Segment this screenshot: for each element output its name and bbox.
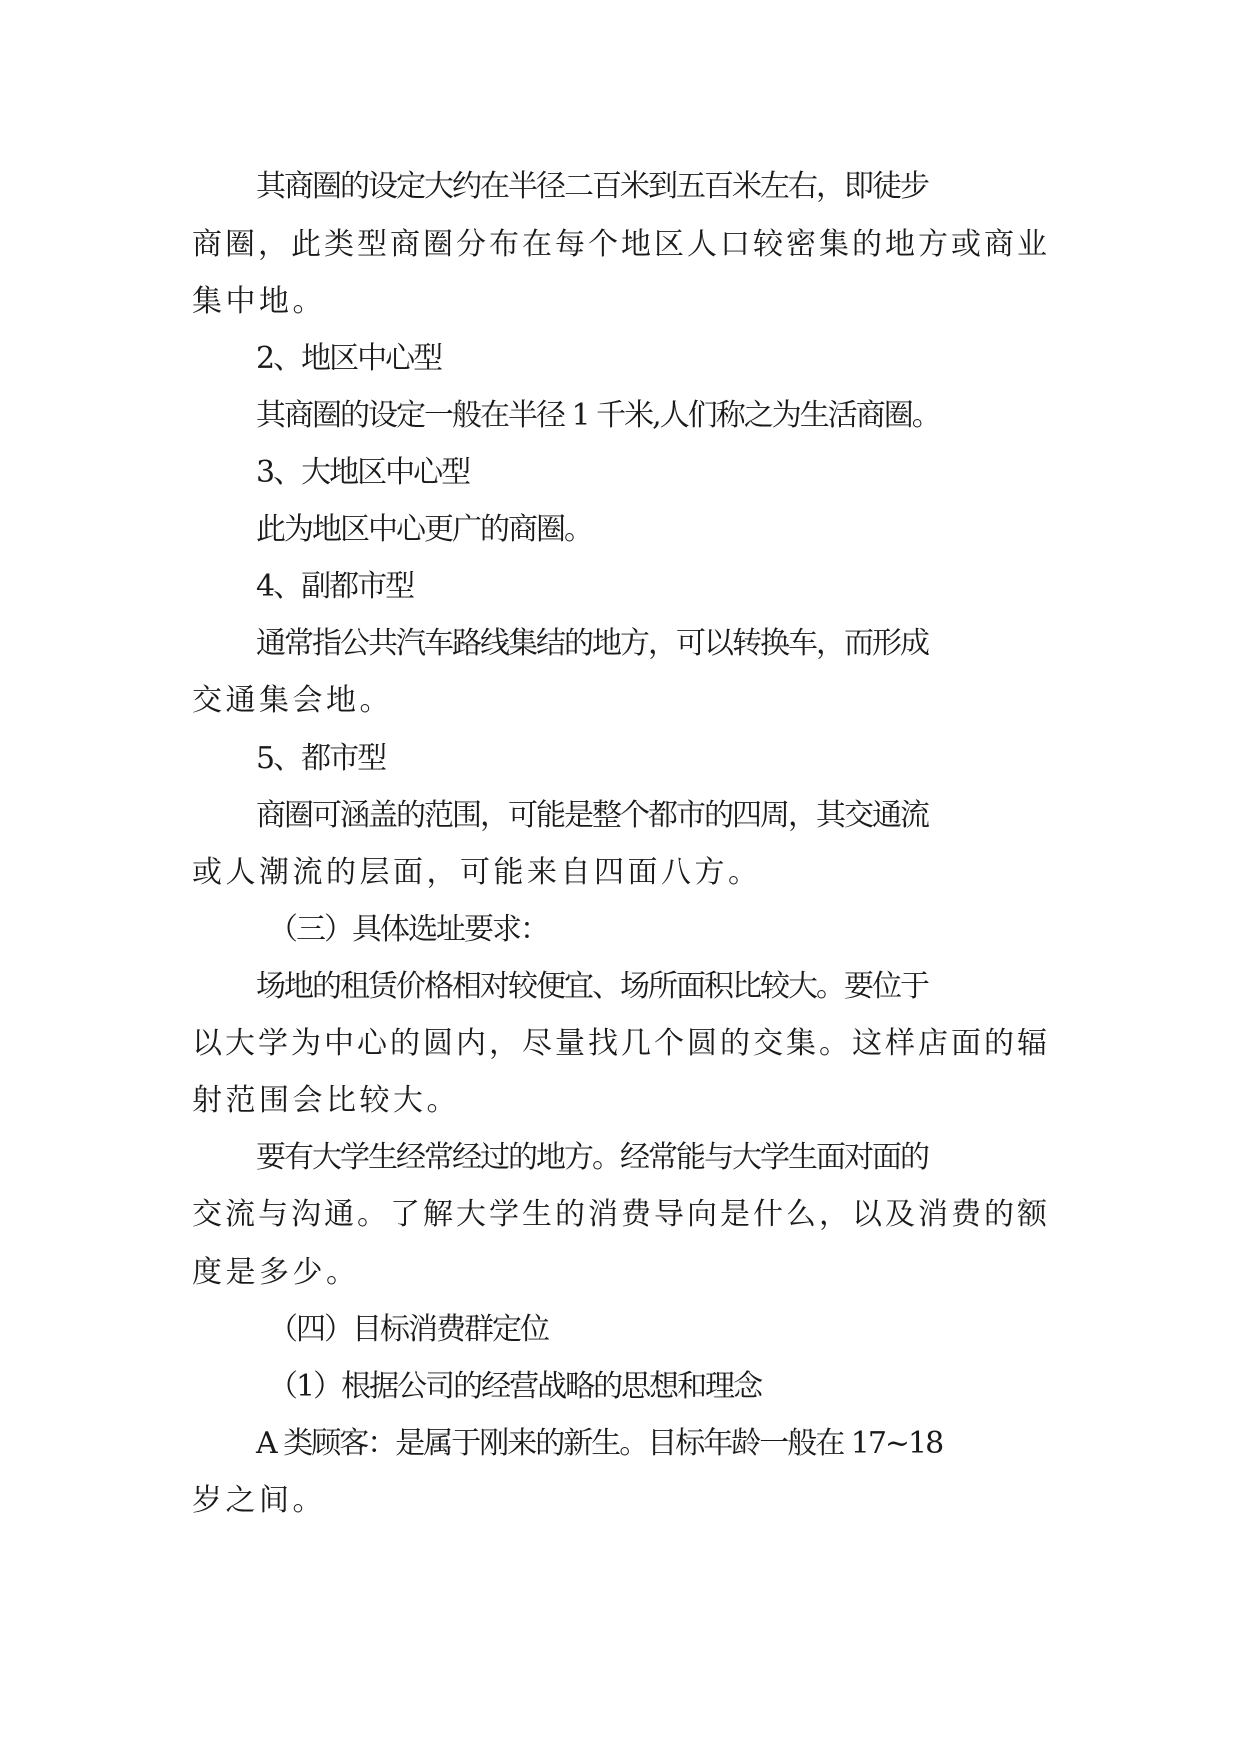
paragraph-line: 商圈可涵盖的范围，可能是整个都市的四周，其交通流 xyxy=(256,798,928,833)
paragraph-line: 交流与沟通。了解大学生的消费导向是什么，以及消费的额 xyxy=(192,1197,1050,1232)
paragraph-line: 通常指公共汽车路线集结的地方，可以转换车，而形成 xyxy=(256,626,928,661)
paragraph-line: 场地的租赁价格相对较便宜、场所面积比较大。要位于 xyxy=(256,969,928,1004)
paragraph-line: 岁之间。 xyxy=(192,1483,326,1518)
section-heading: 3、大地区中心型 xyxy=(256,455,470,490)
paragraph-line: 集中地。 xyxy=(192,284,326,319)
paragraph-line: 其商圈的设定一般在半径 1 千米,人们称之为生活商圈。 xyxy=(256,398,940,433)
section-heading: 4、副都市型 xyxy=(256,569,414,604)
paragraph-line: 射范围会比较大。 xyxy=(192,1083,460,1118)
paragraph-line: 其商圈的设定大约在半径二百米到五百米左右，即徒步 xyxy=(256,169,928,204)
paragraph-line: A 类顾客：是属于刚来的新生。目标年龄一般在 17~18 xyxy=(256,1426,943,1461)
section-heading: （1）根据公司的经营战略的思想和理念 xyxy=(268,1369,762,1404)
paragraph-line: 以大学为中心的圆内，尽量找几个圆的交集。这样店面的辐 xyxy=(192,1026,1050,1061)
paragraph-line: 交通集会地。 xyxy=(192,683,393,718)
paragraph-line: 要有大学生经常经过的地方。经常能与大学生面对面的 xyxy=(256,1140,928,1175)
section-heading: （三）具体选址要求： xyxy=(268,912,548,947)
section-heading: （四）目标消费群定位 xyxy=(268,1312,548,1347)
paragraph-line: 商圈，此类型商圈分布在每个地区人口较密集的地方或商业 xyxy=(192,227,1050,262)
section-heading: 2、地区中心型 xyxy=(256,341,442,376)
paragraph-line: 度是多少。 xyxy=(192,1255,360,1290)
paragraph-line: 此为地区中心更广的商圈。 xyxy=(256,512,592,547)
paragraph-line: 或人潮流的层面，可能来自四面八方。 xyxy=(192,855,762,890)
section-heading: 5、都市型 xyxy=(256,741,386,776)
